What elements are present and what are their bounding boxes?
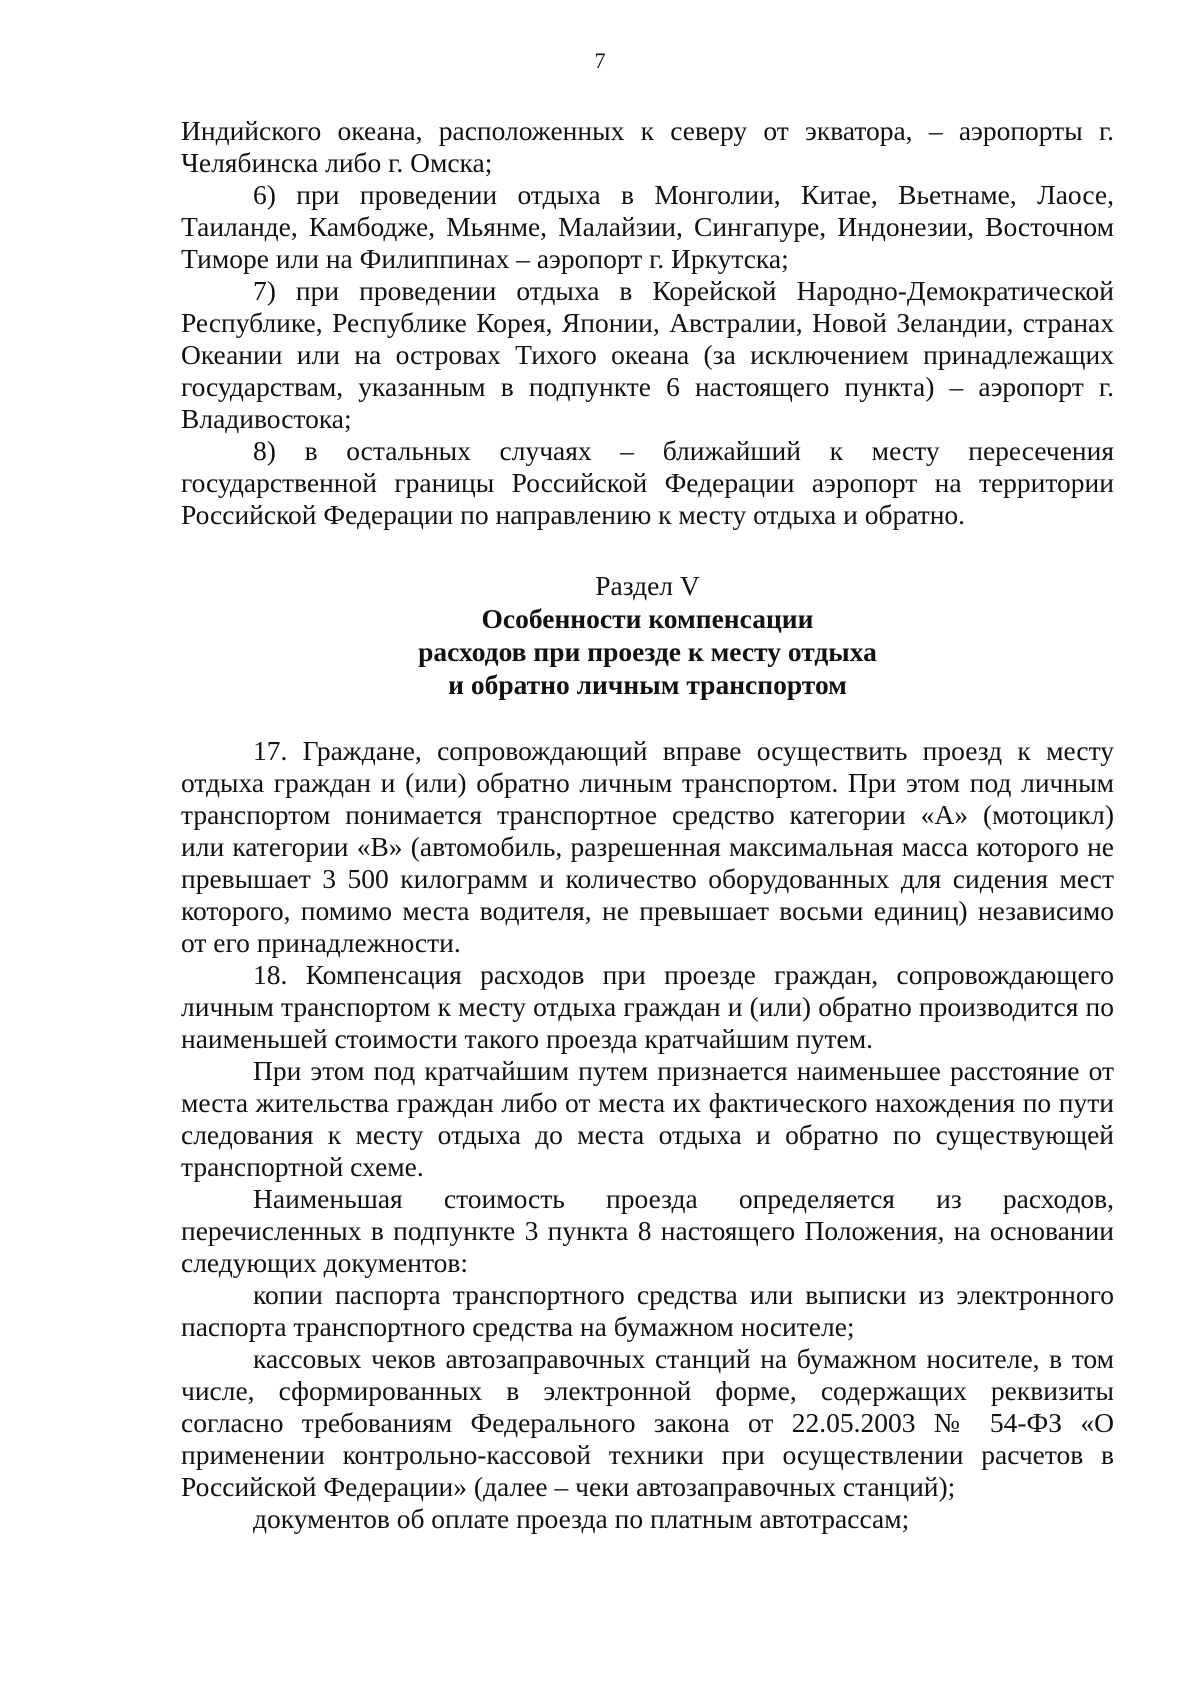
paragraph-shortest-path: При этом под кратчайшим путем признается наименьшее расстояние от места жительства граждан либо от места их фактического нахождения по пути следования к месту отдыха до места отдыха и обратно по существующей транспортной схеме. (181, 1055, 1114, 1182)
paragraph-vehicle-passport: копии паспорта транспортного средства или выписки из электронного паспорта транспортного средства на бумажном носителе; (181, 1279, 1114, 1342)
section-title-line: Особенности компенсации (481, 603, 814, 634)
paragraph-item-17: 17. Граждане, сопровождающий вправе осуществить проезд к месту отдыха граждан и (или) обратно личным транспортом. При этом под личным транспортом понимается транспортное средство категории «А» (мотоцикл) или категории «В» (автомобиль, разрешенная максимальная масса которого не превышает 3 500 килограмм и количество оборудованных для сидения мест которого, помимо места водителя, не превышает восьми единиц) независимо от его принадлежности. (181, 735, 1114, 958)
section-label: Раздел V (595, 570, 700, 601)
section-heading (181, 569, 1114, 701)
bottom-text-block (181, 735, 1114, 1535)
paragraph-item-18: 18. Компенсация расходов при проезде граждан, сопровождающего личным транспортом к месту отдыха граждан и (или) обратно производится по наименьшей стоимости такого проезда кратчайшим путем. (181, 959, 1114, 1054)
paragraph-subpoint-8: 8) в остальных случаях – ближайший к месту пересечения государственной границы Российской Федерации аэропорт на территории Российской Федерации по направлению к месту отдыха и обратно. (181, 435, 1114, 530)
top-text-block (181, 115, 1114, 531)
page-number: 7 (594, 48, 606, 73)
paragraph-subpoint-6: 6) при проведении отдыха в Монголии, Китае, Вьетнаме, Лаосе, Таиланде, Камбодже, Мьянме, Малайзии, Сингапуре, Индонезии, Восточном Тиморе или на Филиппинах – аэропорт г. Иркутска; (181, 179, 1114, 274)
paragraph-subpoint-7: 7) при проведении отдыха в Корейской Народно-Демократической Республике, Республике Корея, Японии, Австралии, Новой Зеландии, странах Океании или на островах Тихого океана (за исключением принадлежащих государствам, указанным в подпункте 6 настоящего пункта) – аэропорт г. Владивостока; (181, 275, 1114, 434)
section-title-line: и обратно личным транспортом (448, 669, 847, 700)
paragraph-lowest-cost: Наименьшая стоимость проезда определяется из расходов, перечисленных в подпункте 3 пункта 8 настоящего Положения, на основании следующих документов: (181, 1183, 1114, 1278)
paragraph-fuel-receipts: кассовых чеков автозаправочных станций на бумажном носителе, в том числе, сформированных в электронной форме, содержащих реквизиты согласно требованиям Федерального закона от 22.05.2003 № 54-ФЗ «О применении контрольно-кассовой техники при осуществлении расчетов в Российской Федерации» (далее – чеки автозаправочных станций); (181, 1343, 1114, 1502)
section-title-line: расходов при проезде к месту отдыха (418, 636, 877, 667)
paragraph-toll-documents: документов об оплате проезда по платным автотрассам; (253, 1503, 910, 1534)
paragraph-continuation: Индийского океана, расположенных к северу от экватора, – аэропорты г. Челябинска либо г. Омска; (181, 115, 1114, 178)
